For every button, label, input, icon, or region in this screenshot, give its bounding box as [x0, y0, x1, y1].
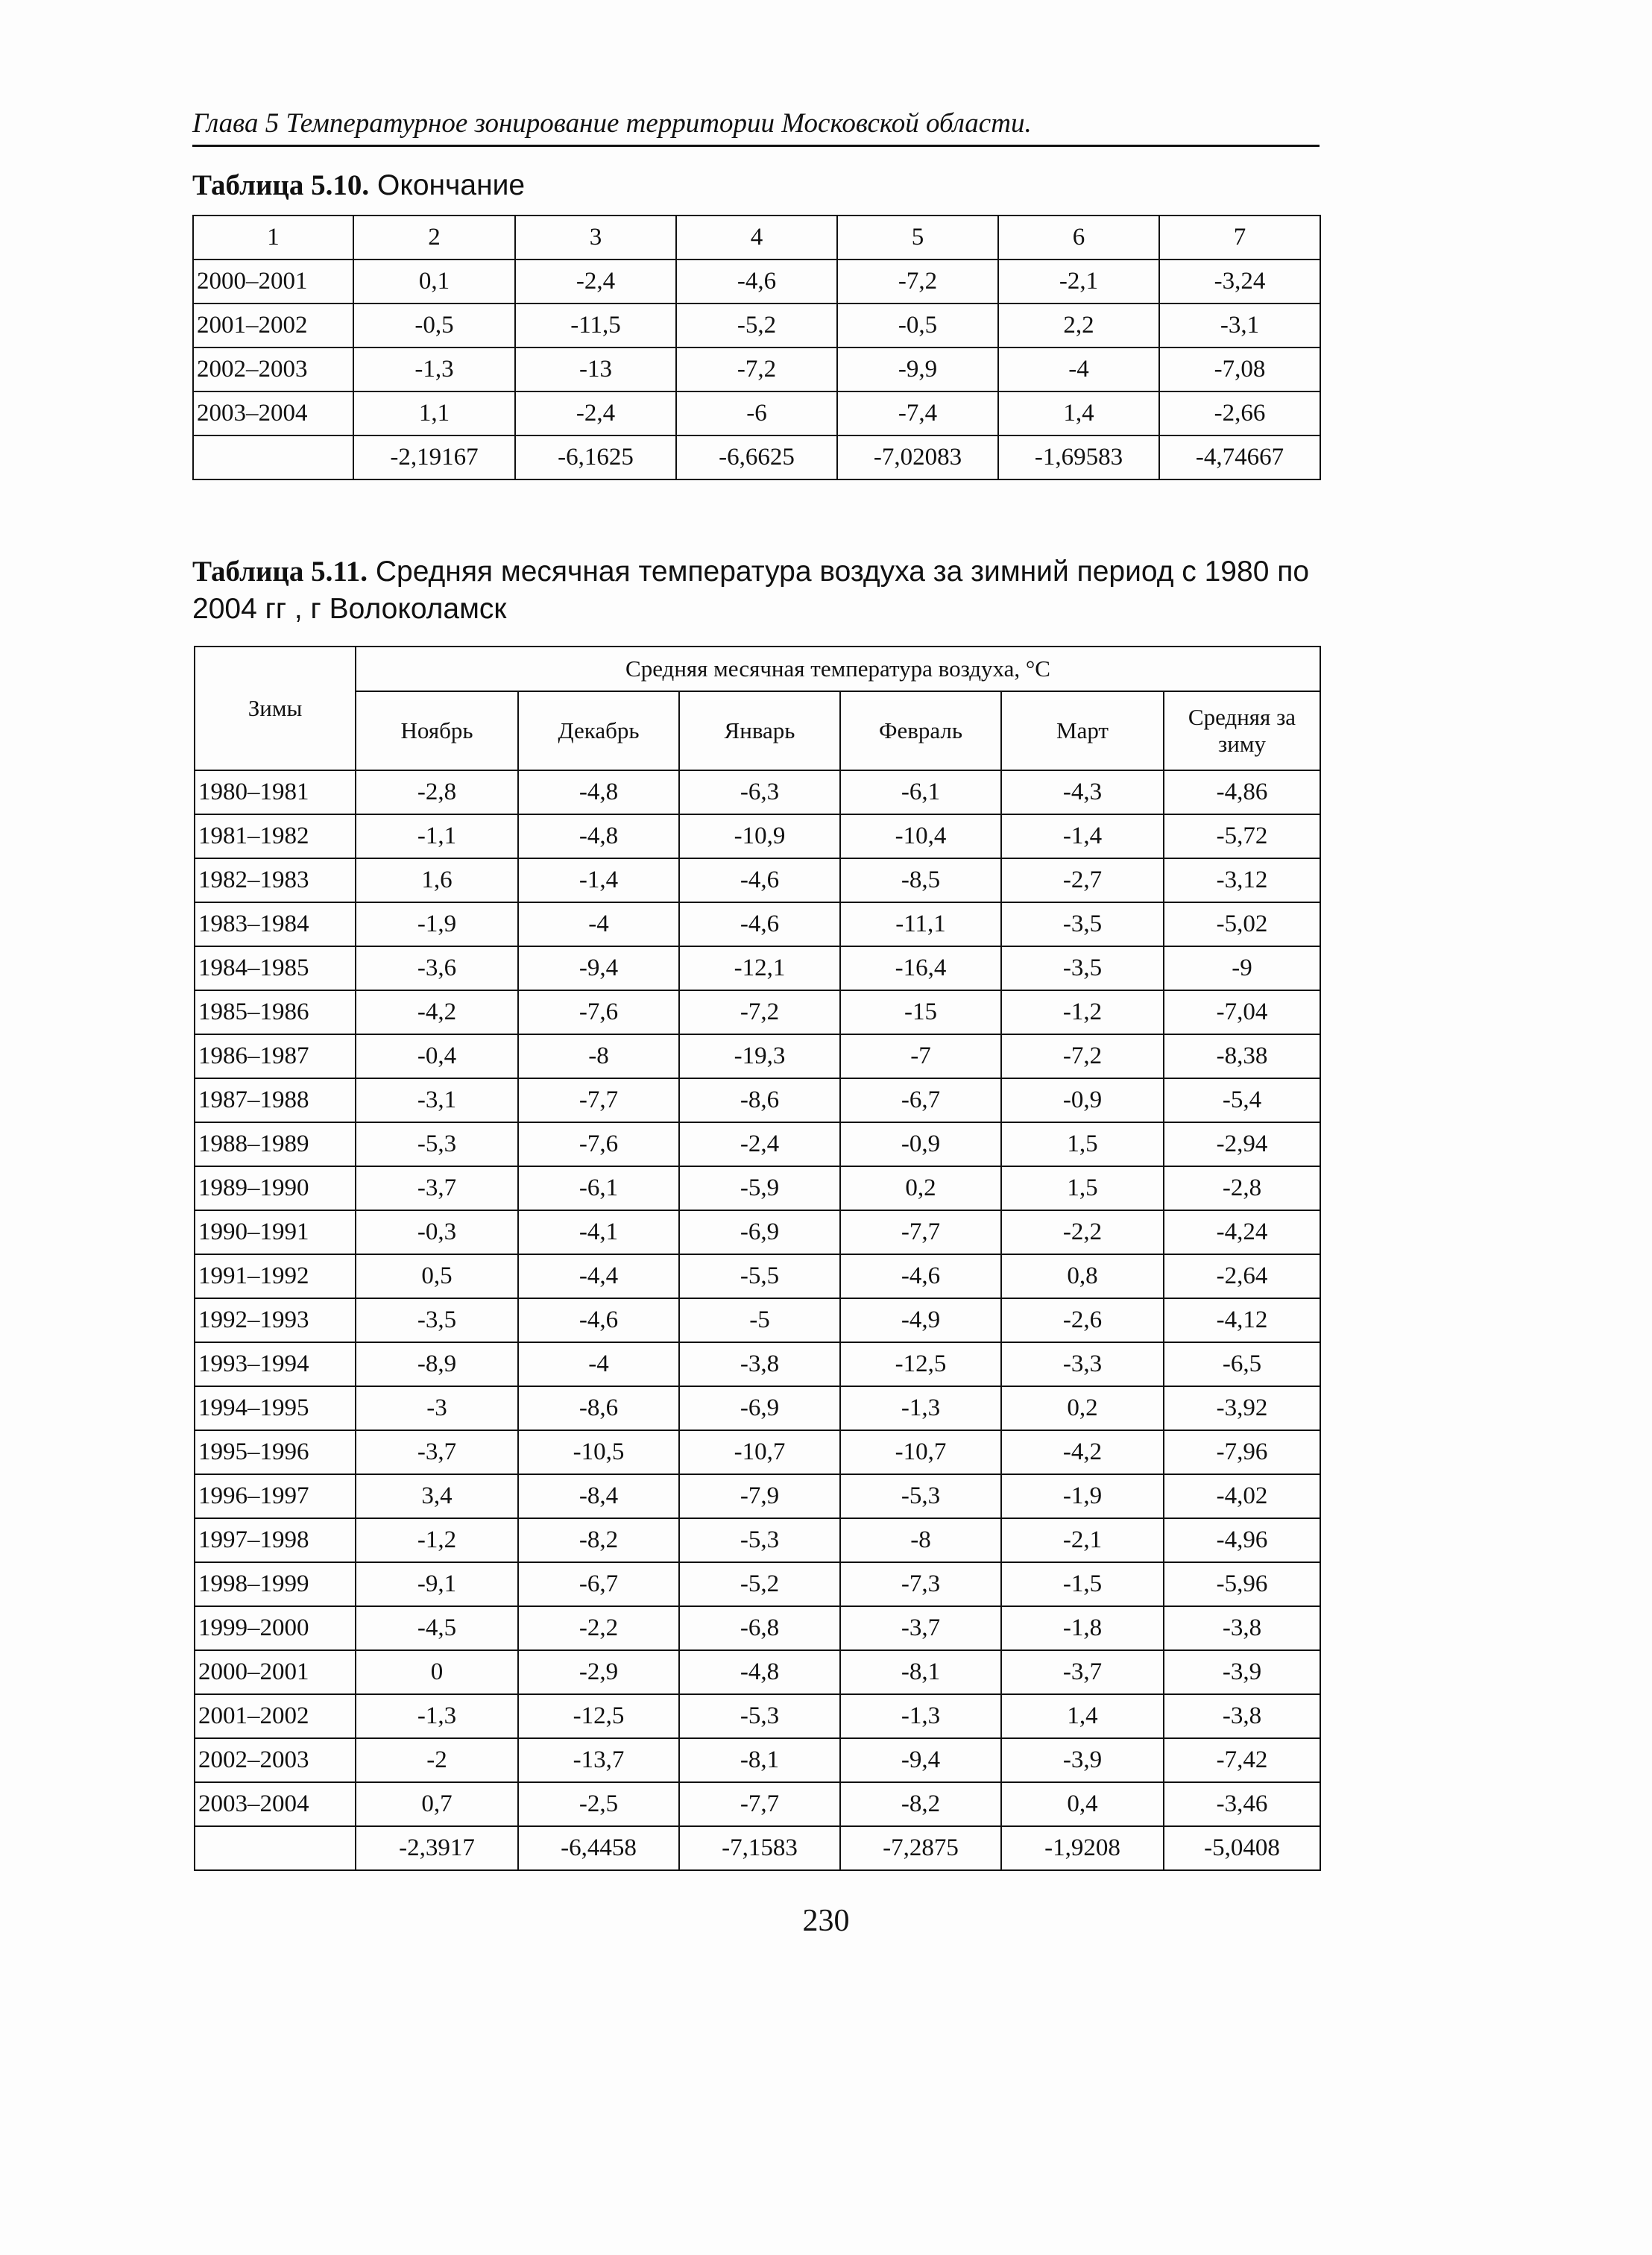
value-cell: -9,1 — [356, 1562, 518, 1606]
row-label-cell: 1998–1999 — [195, 1562, 356, 1606]
page-number: 230 — [802, 1904, 850, 1938]
table-row — [195, 1298, 1320, 1342]
table11-caption — [192, 553, 1320, 628]
value-cell: -1,69583 — [998, 435, 1159, 479]
value-cell: -3,7 — [1001, 1650, 1164, 1694]
value-cell: -8 — [518, 1034, 679, 1078]
row-label-cell — [195, 1826, 356, 1870]
table-row — [195, 1254, 1320, 1298]
value-cell: -6,5 — [1164, 1342, 1320, 1386]
value-cell: -5,02 — [1164, 902, 1320, 946]
value-cell: -5,2 — [676, 304, 837, 347]
value-cell: -3,12 — [1164, 858, 1320, 902]
value-cell: -7,2 — [676, 347, 837, 391]
value-cell: -6,9 — [679, 1386, 840, 1430]
row-label-cell — [193, 435, 353, 479]
row-label-cell: 2000–2001 — [193, 260, 353, 304]
row-label-cell: 2002–2003 — [195, 1738, 356, 1782]
table10-caption-number: Таблица 5.10. — [192, 169, 370, 201]
value-cell: -2,4 — [515, 391, 676, 435]
value-cell: -7,42 — [1164, 1738, 1320, 1782]
value-cell: -2,7 — [1001, 858, 1164, 902]
column-header: 3 — [515, 216, 676, 260]
value-cell: -7,96 — [1164, 1430, 1320, 1474]
value-cell: -7,7 — [518, 1078, 679, 1122]
value-cell: -3,46 — [1164, 1782, 1320, 1826]
value-cell: -3,9 — [1001, 1738, 1164, 1782]
value-cell: -2,3917 — [356, 1826, 518, 1870]
value-cell: -4,6 — [679, 858, 840, 902]
table-row — [193, 304, 1320, 347]
value-cell: -2,1 — [998, 260, 1159, 304]
value-cell: -6,9 — [679, 1210, 840, 1254]
value-cell: -7,4 — [837, 391, 998, 435]
value-cell: -3 — [356, 1386, 518, 1430]
value-cell: -4,8 — [518, 770, 679, 814]
column-header: 4 — [676, 216, 837, 260]
column-header: Март — [1001, 691, 1164, 770]
column-header: 2 — [353, 216, 515, 260]
value-cell: 1,4 — [1001, 1694, 1164, 1738]
value-cell: -5,3 — [679, 1518, 840, 1562]
value-cell: -4,6 — [676, 260, 837, 304]
value-cell: -5,5 — [679, 1254, 840, 1298]
value-cell: -3,7 — [356, 1430, 518, 1474]
value-cell: -4,1 — [518, 1210, 679, 1254]
row-label-cell: 2001–2002 — [195, 1694, 356, 1738]
row-label-cell: 1983–1984 — [195, 902, 356, 946]
value-cell: -7,1583 — [679, 1826, 840, 1870]
value-cell: 1,4 — [998, 391, 1159, 435]
table-row — [195, 1782, 1320, 1826]
value-cell: -7,2 — [1001, 1034, 1164, 1078]
table-row — [195, 1386, 1320, 1430]
value-cell: -7,9 — [679, 1474, 840, 1518]
value-cell: -3,3 — [1001, 1342, 1164, 1386]
row-label-cell: 1989–1990 — [195, 1166, 356, 1210]
row-label-cell: 1988–1989 — [195, 1122, 356, 1166]
value-cell: -0,5 — [837, 304, 998, 347]
value-cell: 0,7 — [356, 1782, 518, 1826]
value-cell: -2,6 — [1001, 1298, 1164, 1342]
row-label-cell: 2001–2002 — [193, 304, 353, 347]
value-cell: -8,2 — [840, 1782, 1001, 1826]
value-cell: -3,5 — [1001, 946, 1164, 990]
value-cell: -8,1 — [840, 1650, 1001, 1694]
value-cell: -1,2 — [1001, 990, 1164, 1034]
value-cell: -2,1 — [1001, 1518, 1164, 1562]
value-cell: -1,4 — [1001, 814, 1164, 858]
table11-header-row-2 — [195, 691, 1320, 770]
row-label-cell: 1987–1988 — [195, 1078, 356, 1122]
value-cell: -4 — [998, 347, 1159, 391]
value-cell: -4,96 — [1164, 1518, 1320, 1562]
row-label-cell: 1981–1982 — [195, 814, 356, 858]
value-cell: -1,3 — [353, 347, 515, 391]
row-label-cell: 1993–1994 — [195, 1342, 356, 1386]
value-cell: -8,4 — [518, 1474, 679, 1518]
table-row — [195, 1078, 1320, 1122]
value-cell: -5,96 — [1164, 1562, 1320, 1606]
value-cell: -9,4 — [840, 1738, 1001, 1782]
value-cell: -1,5 — [1001, 1562, 1164, 1606]
table-row — [195, 1122, 1320, 1166]
value-cell: 0,2 — [840, 1166, 1001, 1210]
column-header: Февраль — [840, 691, 1001, 770]
value-cell: -1,9208 — [1001, 1826, 1164, 1870]
value-cell: -4 — [518, 1342, 679, 1386]
value-cell: -1,3 — [840, 1694, 1001, 1738]
value-cell: -2,19167 — [353, 435, 515, 479]
column-header: Ноябрь — [356, 691, 518, 770]
row-label-cell: 2003–2004 — [193, 391, 353, 435]
row-label-cell: 1997–1998 — [195, 1518, 356, 1562]
value-cell: -1,8 — [1001, 1606, 1164, 1650]
value-cell: -7,02083 — [837, 435, 998, 479]
row-label-cell: 2000–2001 — [195, 1650, 356, 1694]
value-cell: -7,2875 — [840, 1826, 1001, 1870]
value-cell: -10,4 — [840, 814, 1001, 858]
value-cell: -0,4 — [356, 1034, 518, 1078]
row-label-cell: 1995–1996 — [195, 1430, 356, 1474]
value-cell: -12,5 — [518, 1694, 679, 1738]
value-cell: -5 — [679, 1298, 840, 1342]
value-cell: -6,1 — [840, 770, 1001, 814]
value-cell: -4,6 — [679, 902, 840, 946]
value-cell: -8,1 — [679, 1738, 840, 1782]
value-cell: -2 — [356, 1738, 518, 1782]
value-cell: -4,8 — [518, 814, 679, 858]
value-cell: -7,6 — [518, 990, 679, 1034]
value-cell: -2,5 — [518, 1782, 679, 1826]
value-cell: -4,5 — [356, 1606, 518, 1650]
value-cell: -5,9 — [679, 1166, 840, 1210]
table-row — [193, 435, 1320, 479]
value-cell: -1,2 — [356, 1518, 518, 1562]
value-cell: -3,1 — [1159, 304, 1320, 347]
value-cell: 0,5 — [356, 1254, 518, 1298]
row-label-cell: 1985–1986 — [195, 990, 356, 1034]
value-cell: -1,9 — [1001, 1474, 1164, 1518]
value-cell: -3,7 — [840, 1606, 1001, 1650]
value-cell: -13,7 — [518, 1738, 679, 1782]
table-row — [195, 990, 1320, 1034]
value-cell: -15 — [840, 990, 1001, 1034]
value-cell: 2,2 — [998, 304, 1159, 347]
value-cell: -8,9 — [356, 1342, 518, 1386]
column-header: Декабрь — [518, 691, 679, 770]
value-cell: -0,3 — [356, 1210, 518, 1254]
table-row — [195, 946, 1320, 990]
value-cell: -8,2 — [518, 1518, 679, 1562]
value-cell: -2,4 — [515, 260, 676, 304]
value-cell: 1,5 — [1001, 1122, 1164, 1166]
value-cell: -5,3 — [840, 1474, 1001, 1518]
value-cell: -2,2 — [518, 1606, 679, 1650]
table-row — [195, 1562, 1320, 1606]
value-cell: 0,1 — [353, 260, 515, 304]
table11-caption-number: Таблица 5.11. — [192, 556, 368, 588]
table-row — [195, 1694, 1320, 1738]
row-label-cell: 1994–1995 — [195, 1386, 356, 1430]
table-row — [195, 1606, 1320, 1650]
table11-body — [195, 770, 1320, 1870]
value-cell: -8,6 — [679, 1078, 840, 1122]
value-cell: -9 — [1164, 946, 1320, 990]
table-row — [195, 1430, 1320, 1474]
value-cell: -3,7 — [356, 1166, 518, 1210]
value-cell: -6,1 — [518, 1166, 679, 1210]
value-cell: 0 — [356, 1650, 518, 1694]
value-cell: -5,3 — [679, 1694, 840, 1738]
value-cell: -6,1625 — [515, 435, 676, 479]
value-cell: -10,7 — [679, 1430, 840, 1474]
table-row — [195, 1826, 1320, 1870]
table-row — [195, 1474, 1320, 1518]
value-cell: -6,6625 — [676, 435, 837, 479]
table-row — [195, 770, 1320, 814]
value-cell: -1,1 — [356, 814, 518, 858]
value-cell: -8,6 — [518, 1386, 679, 1430]
value-cell: -4,86 — [1164, 770, 1320, 814]
value-cell: -2,4 — [679, 1122, 840, 1166]
value-cell: -19,3 — [679, 1034, 840, 1078]
value-cell: -1,9 — [356, 902, 518, 946]
row-label-cell: 2002–2003 — [193, 347, 353, 391]
row-label-cell: 1991–1992 — [195, 1254, 356, 1298]
column-header: Средняя за зиму — [1164, 691, 1320, 770]
row-label-cell: 1980–1981 — [195, 770, 356, 814]
value-cell: 1,1 — [353, 391, 515, 435]
value-cell: -6,4458 — [518, 1826, 679, 1870]
value-cell: -7,2 — [837, 260, 998, 304]
value-cell: -3,8 — [679, 1342, 840, 1386]
value-cell: -2,64 — [1164, 1254, 1320, 1298]
value-cell: -2,8 — [356, 770, 518, 814]
value-cell: -8,38 — [1164, 1034, 1320, 1078]
table-row — [195, 1166, 1320, 1210]
value-cell: -3,24 — [1159, 260, 1320, 304]
value-cell: -3,1 — [356, 1078, 518, 1122]
value-cell: -5,4 — [1164, 1078, 1320, 1122]
value-cell: -10,7 — [840, 1430, 1001, 1474]
value-cell: -9,4 — [518, 946, 679, 990]
value-cell: -3,92 — [1164, 1386, 1320, 1430]
table-row — [193, 391, 1320, 435]
value-cell: -6,7 — [840, 1078, 1001, 1122]
table-row — [195, 1738, 1320, 1782]
value-cell: -7 — [840, 1034, 1001, 1078]
row-label-cell: 1996–1997 — [195, 1474, 356, 1518]
value-cell: 0,8 — [1001, 1254, 1164, 1298]
table10-caption-text: Окончание — [369, 169, 526, 201]
value-cell: -7,04 — [1164, 990, 1320, 1034]
value-cell: -4,02 — [1164, 1474, 1320, 1518]
value-cell: -6 — [676, 391, 837, 435]
row-label-cell: 1992–1993 — [195, 1298, 356, 1342]
value-cell: -3,5 — [1001, 902, 1164, 946]
row-label-cell: 2003–2004 — [195, 1782, 356, 1826]
value-cell: -7,3 — [840, 1562, 1001, 1606]
value-cell: -16,4 — [840, 946, 1001, 990]
value-cell: -5,3 — [356, 1122, 518, 1166]
table-row — [195, 1210, 1320, 1254]
value-cell: -4 — [518, 902, 679, 946]
value-cell: -4,6 — [518, 1298, 679, 1342]
value-cell: -1,3 — [356, 1694, 518, 1738]
value-cell: -5,0408 — [1164, 1826, 1320, 1870]
row-label-cell: 1982–1983 — [195, 858, 356, 902]
value-cell: -5,2 — [679, 1562, 840, 1606]
value-cell: -4,4 — [518, 1254, 679, 1298]
running-header: Глава 5 Температурное зонирование территории Московской области. — [192, 106, 1320, 147]
value-cell: -10,9 — [679, 814, 840, 858]
value-cell: -7,7 — [840, 1210, 1001, 1254]
value-cell: -9,9 — [837, 347, 998, 391]
value-cell: -1,3 — [840, 1386, 1001, 1430]
table11-winters-header: Зимы — [195, 647, 356, 770]
table-row — [195, 1650, 1320, 1694]
value-cell: -2,94 — [1164, 1122, 1320, 1166]
value-cell: -2,8 — [1164, 1166, 1320, 1210]
value-cell: 0,4 — [1001, 1782, 1164, 1826]
value-cell: -4,2 — [356, 990, 518, 1034]
value-cell: -5,72 — [1164, 814, 1320, 858]
value-cell: -3,8 — [1164, 1694, 1320, 1738]
value-cell: -6,7 — [518, 1562, 679, 1606]
value-cell: -4,2 — [1001, 1430, 1164, 1474]
value-cell: -8 — [840, 1518, 1001, 1562]
value-cell: -13 — [515, 347, 676, 391]
table10-body — [193, 260, 1320, 479]
table10-caption — [192, 167, 1320, 204]
value-cell: -2,2 — [1001, 1210, 1164, 1254]
table-row — [195, 1034, 1320, 1078]
table11-header-row-1 — [195, 647, 1320, 691]
table-row — [193, 347, 1320, 391]
value-cell: 0,2 — [1001, 1386, 1164, 1430]
value-cell: 1,6 — [356, 858, 518, 902]
table-row — [193, 260, 1320, 304]
value-cell: -11,5 — [515, 304, 676, 347]
column-header: 5 — [837, 216, 998, 260]
value-cell: -3,5 — [356, 1298, 518, 1342]
table-5-10 — [192, 215, 1321, 480]
value-cell: 3,4 — [356, 1474, 518, 1518]
value-cell: -0,9 — [1001, 1078, 1164, 1122]
value-cell: 1,5 — [1001, 1166, 1164, 1210]
table11-caption-text: Средняя месячная температура воздуха за зимний период с 1980 по 2004 гг , г Волоколамск — [192, 556, 1310, 625]
value-cell: -11,1 — [840, 902, 1001, 946]
value-cell: -4,3 — [1001, 770, 1164, 814]
row-label-cell: 1999–2000 — [195, 1606, 356, 1650]
table-row — [195, 858, 1320, 902]
value-cell: -4,12 — [1164, 1298, 1320, 1342]
column-header: 1 — [193, 216, 353, 260]
column-header: Январь — [679, 691, 840, 770]
row-label-cell: 1984–1985 — [195, 946, 356, 990]
value-cell: -2,66 — [1159, 391, 1320, 435]
value-cell: -4,9 — [840, 1298, 1001, 1342]
table10-header-row — [193, 216, 1320, 260]
value-cell: -4,6 — [840, 1254, 1001, 1298]
value-cell: -1,4 — [518, 858, 679, 902]
value-cell: -4,8 — [679, 1650, 840, 1694]
value-cell: -0,5 — [353, 304, 515, 347]
value-cell: -0,9 — [840, 1122, 1001, 1166]
value-cell: -3,9 — [1164, 1650, 1320, 1694]
value-cell: -7,6 — [518, 1122, 679, 1166]
value-cell: -7,7 — [679, 1782, 840, 1826]
table-row — [195, 1518, 1320, 1562]
table-row — [195, 1342, 1320, 1386]
table-row — [195, 814, 1320, 858]
table-row — [195, 902, 1320, 946]
value-cell: -4,74667 — [1159, 435, 1320, 479]
value-cell: -7,08 — [1159, 347, 1320, 391]
table11-group-header: Средняя месячная температура воздуха, °С — [356, 647, 1320, 691]
table-5-11 — [194, 646, 1321, 1871]
value-cell: -3,8 — [1164, 1606, 1320, 1650]
column-header: 6 — [998, 216, 1159, 260]
value-cell: -12,1 — [679, 946, 840, 990]
value-cell: -10,5 — [518, 1430, 679, 1474]
value-cell: -12,5 — [840, 1342, 1001, 1386]
row-label-cell: 1990–1991 — [195, 1210, 356, 1254]
row-label-cell: 1986–1987 — [195, 1034, 356, 1078]
value-cell: -6,8 — [679, 1606, 840, 1650]
value-cell: -7,2 — [679, 990, 840, 1034]
column-header: 7 — [1159, 216, 1320, 260]
value-cell: -6,3 — [679, 770, 840, 814]
value-cell: -3,6 — [356, 946, 518, 990]
value-cell: -8,5 — [840, 858, 1001, 902]
value-cell: -2,9 — [518, 1650, 679, 1694]
value-cell: -4,24 — [1164, 1210, 1320, 1254]
